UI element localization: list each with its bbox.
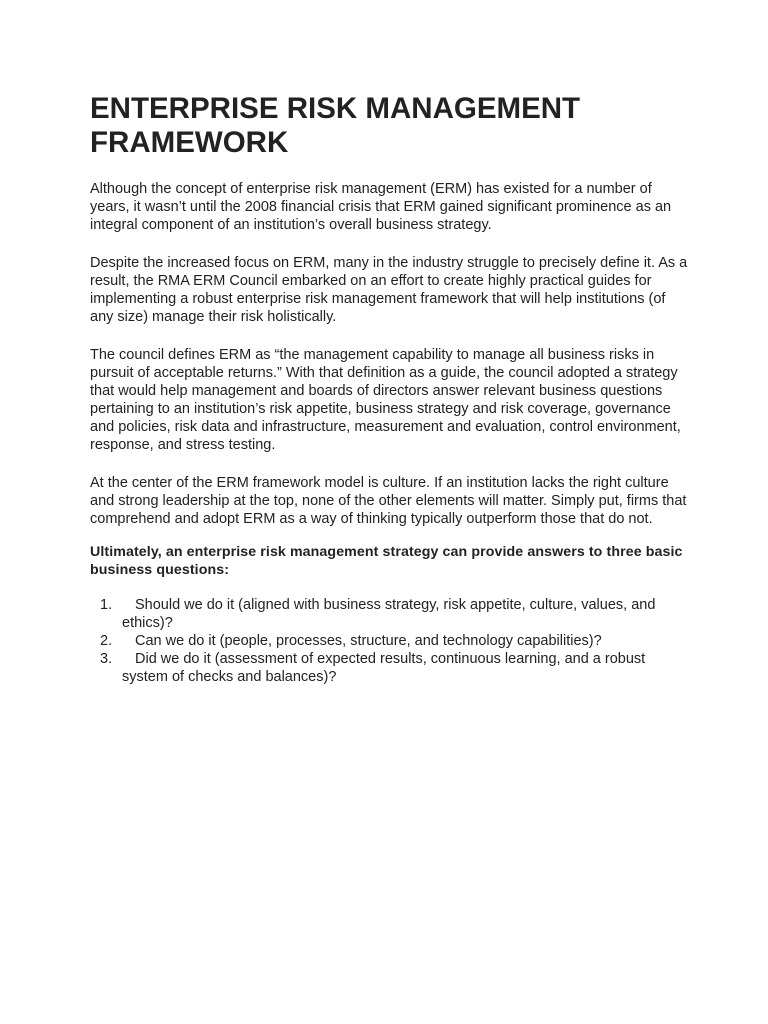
- paragraph-erm-history: Although the concept of enterprise risk management (ERM) has existed for a number of years, it wasn’t until the 2008 financial crisis that ERM gained significant prominence as an integral component of an institution’s overall business strategy.: [90, 181, 672, 233]
- document-page: [90, 92, 690, 686]
- list-item-number: 3.: [100, 651, 113, 667]
- list-item-text: Should we do it (aligned with business strategy, risk appetite, culture, values, and ethics)?: [122, 597, 656, 631]
- list-item-text: Did we do it (assessment of expected results, continuous learning, and a robust system of checks and balances)?: [122, 651, 646, 685]
- list-item-text: Can we do it (people, processes, structure, and technology capabilities)?: [135, 633, 602, 649]
- list-item: [90, 596, 690, 632]
- questions-lead: Ultimately, an enterprise risk management strategy can provide answers to three basic business questions:: [90, 544, 683, 578]
- list-item: [90, 650, 690, 686]
- paragraph-council-definition: The council defines ERM as “the management capability to manage all business risks in pursuit of acceptable returns.” With that definition as a guide, the council adopted a strategy that would help management and boards of directors answer relevant business questions pertaining to an institution’s risk appetite, business strategy and risk coverage, governance and policies, risk data and infrastructure, measurement and evaluation, control environment, response, and stress testing.: [90, 347, 681, 453]
- questions-list: [90, 596, 690, 686]
- list-item-number: 1.: [100, 597, 113, 613]
- paragraph-culture: At the center of the ERM framework model is culture. If an institution lacks the right culture and strong leadership at the top, none of the other elements will matter. Simply put, firms that comprehend and adopt ERM as a way of thinking typically outperform those that do not.: [90, 475, 687, 527]
- document-title: ENTERPRISE RISK MANAGEMENT FRAMEWORK: [90, 92, 581, 159]
- list-item: [90, 632, 690, 650]
- paragraph-erm-definition-struggle: Despite the increased focus on ERM, many in the industry struggle to precisely define it. As a result, the RMA ERM Council embarked on an effort to create highly practical guides for implementing a robust enterprise risk management framework that will help institutions (of any size) manage their risk holistically.: [90, 255, 688, 325]
- list-item-number: 2.: [100, 633, 113, 649]
